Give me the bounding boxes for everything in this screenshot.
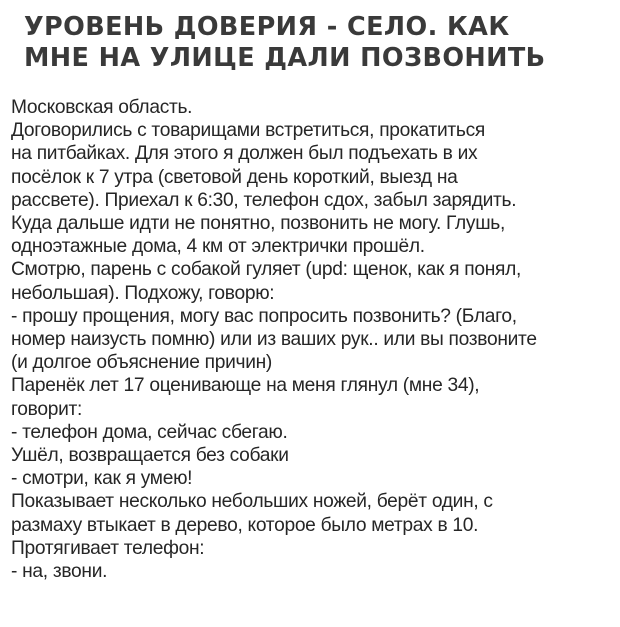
story-line: Договорились с товарищами встретиться, прокатиться (11, 120, 485, 142)
story-line: Московская область. (11, 97, 193, 118)
story-line: - на, звони. (11, 561, 108, 583)
story-line: размаху втыкает в дерево, которое было метрах в 10. (11, 514, 479, 536)
story-line: Смотрю, парень с собакой гуляет (upd: щенок, как я понял, (11, 259, 522, 281)
story-line: небольшая). Подхожу, говорю: (11, 282, 275, 304)
story-line: - смотри, как я умею! (11, 468, 193, 490)
story-text (11, 96, 615, 583)
story-line: посёлок к 7 утра (световой день короткий, выезд на (11, 166, 458, 188)
story-line: Паренёк лет 17 оценивающе на меня глянул (мне 34), (11, 375, 480, 397)
headline-line-1: УРОВЕНЬ ДОВЕРИЯ - СЕЛО. КАК (24, 12, 510, 42)
headline (24, 12, 604, 74)
story-line: номер наизусть помню) или из ваших рук.. или вы позвоните (11, 329, 537, 351)
story-line: - прошу прощения, могу вас попросить позвонить? (Благо, (11, 305, 517, 327)
story-line: рассвете). Приехал к 6:30, телефон сдох, забыл зарядить. (11, 189, 517, 211)
story-line: Куда дальше идти не понятно, позвонить не могу. Глушь, (11, 213, 506, 235)
story-line: Протягивает телефон: (11, 537, 205, 559)
story-line: Ушёл, возвращается без собаки (11, 445, 289, 467)
story-line: - телефон дома, сейчас сбегаю. (11, 421, 288, 443)
headline-line-2: МНЕ НА УЛИЦЕ ДАЛИ ПОЗВОНИТЬ (24, 43, 546, 73)
story-line: (и долгое объяснение причин) (11, 352, 272, 374)
story-line: Показывает несколько небольших ножей, берёт один, с (11, 491, 493, 513)
story-line: говорит: (11, 398, 83, 420)
story-line: одноэтажные дома, 4 км от электрички прошёл. (11, 236, 425, 258)
story-line: на питбайках. Для этого я должен был подъехать в их (11, 143, 478, 165)
